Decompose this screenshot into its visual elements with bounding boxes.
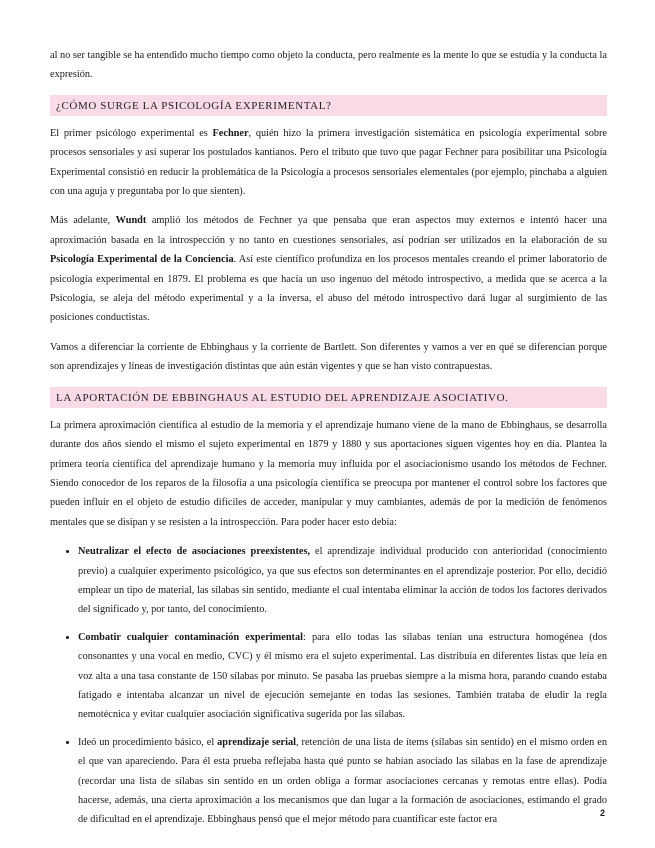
intro-paragraph: al no ser tangible se ha entendido mucho tiempo como objeto la conducta, pero realmente es la mente lo que se estudia y la conducta la expresión. [50,50,607,81]
section-heading-origin: ¿CÓMO SURGE LA PSICOLOGÍA EXPERIMENTAL? [50,95,607,116]
page-number: 2 [599,808,605,818]
paragraph-ebbinghaus: La primera aproximación científica al estudio de la memoria y el aprendizaje humano viene de la mano de Ebbinghaus, se desarrolla durante dos años siendo el mismo el sujeto experimental en 1879 y 1880 y sus aportaciones siguen vigentes hoy en día. Plantea la primera teoría científica del aprendizaje humano y la memoria muy influida por el asociacionismo usando los métodos de Fechner. Siendo conocedor de los reparos de la filosofía a una psicología científica se preocupa por mantener el control sobre los factores que pueden influir en el objeto de estudio difíciles de acceder, manipular y muy cambiantes, además de por la medición de fenómenos mentales que se disipan y se resisten a la introspección. Para poder hacer esto debía: [50,419,607,528]
list-item: • Ideó un procedimiento básico, el aprendizaje serial, retención de una lista de ítems (sílabas sin sentido) en el mismo orden en el que van apareciendo. Para él esta prueba reflejaba hasta qué punto se habían asociado las sílabas en la fase de aprendizaje (recordar una lista de sílabas sin sentido en un orden obliga a formar asociaciones cercanas y remotas entre ellas). Podía hacerse, además, una cierta aproximación a los mecanismos que dan lugar a la formación de asociaciones, estimando el grado de dificultad en el aprendizaje. Ebbinghaus pensó que el mejor método para cuantificar este factor era [78,733,607,830]
list-item: • Neutralizar el efecto de asociaciones preexistentes, el aprendizaje individual producido con anterioridad (conocimiento previo) a cualquier experimento psicológico, ya que sus efectos son determinantes en el aprendizaje posterior. Por ello, decidió emplear un tipo de material, las sílabas sin sentido, mediante el cual intentaba eliminar la acción de todos los factores derivados del significado y, por tanto, del conocimiento. [78,542,607,620]
list-item: • Combatir cualquier contaminación experimental: para ello todas las sílabas tenían una estructura homogénea (dos consonantes y una vocal en medio, CVC) y él mismo era el sujeto experimental. Las distribuía en diferentes listas que leía en voz alta a una tasa constante de 150 sílabas por minuto. Se pasaba las pruebas siempre a la misma hora, parando cuando estaba fatigado e intentaba alcanzar un nivel de ejecución semejante en todas las sesiones. También trataba de eludir la regla nemotécnica y evitar cualquier asociación significativa sugerida por las sílabas. [78,628,607,725]
paragraph-wundt: Más adelante, Wundt amplió los métodos de Fechner ya que pensaba que eran aspectos muy externos e intentó hacer una aproximación basada en la introspección y no tanto en cuestiones sensoriales, así podrían ser utilizados en la elaboración de su Psicología Experimental de la Conciencia. Así este científico profundiza en los procesos mentales creando el primer laboratorio de psicología experimental en 1879. El problema es que hacía un uso ingenuo del método introspectivo, a medida que se acerca a la Psicología, se aleja del método experimental y a la inversa, el abuso del método introspectivo dará lugar al surgimiento de las posiciones conductistas. [50,215,607,324]
section-heading-ebbinghaus: LA APORTACIÓN DE EBBINGHAUS AL ESTUDIO DEL APRENDIZAJE ASOCIATIVO. [50,387,607,408]
term-fechner: Fechner [212,127,249,139]
bullet-list [50,542,607,830]
paragraph-fechner: El primer psicólogo experimental es Fechner, quién hizo la primera investigación sistemática en psicología experimental sobre procesos sensoriales y así superar los postulados kantianos. Pero el tributo que tuvo que pagar Fechner para posibilitar una Psicología Experimental consistió en reducir la problemática de la Psicología a procesos sensoriales elementales (por ejemplo, pinchaba a alguien con una aguja y preguntaba por lo que sienten). [50,127,607,198]
paragraph-corrientes: Vamos a diferenciar la corriente de Ebbinghaus y la corriente de Bartlett. Son diferentes y vamos a ver en qué se diferencian porque son aprendizajes y líneas de investigación distintas que aún están vigentes y que se han visto contrapuestas. [50,341,607,373]
term-wundt: Wundt [115,215,147,227]
term-psicologia-conciencia: Psicología Experimental de la Conciencia [50,254,234,266]
